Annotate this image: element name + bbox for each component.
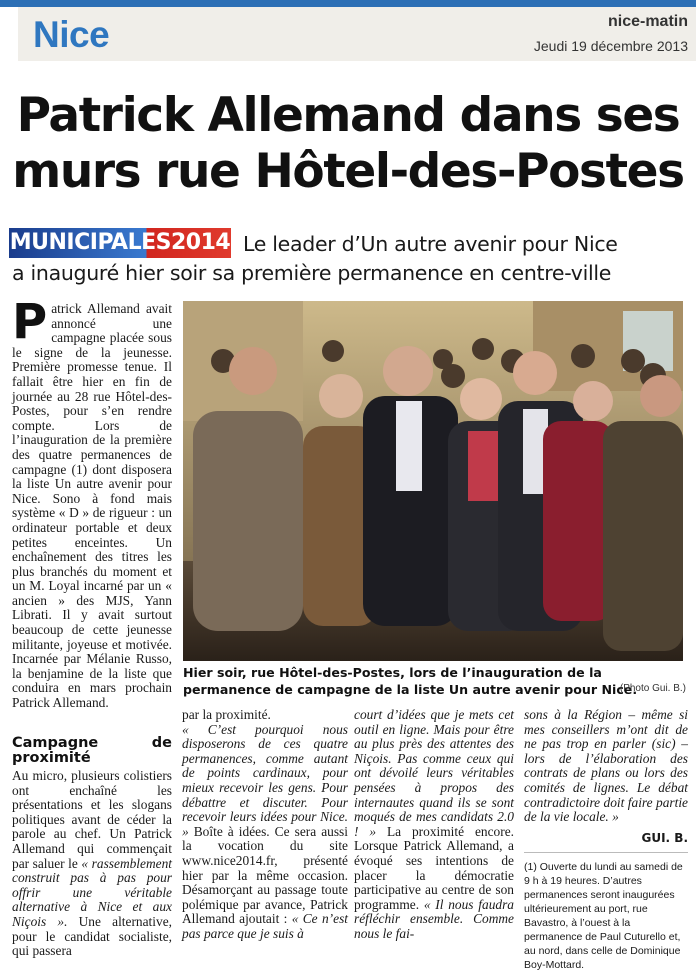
paragraph-text: Boîte à idées. Ce sera aussi la vocation du site www.nice2014.fr, présenté hier par la même occasion. Désamorçant au passage toute polémique par avance, Patrick Allemand ajoutait :	[182, 823, 348, 927]
quote-text: court d’idées que je mets cet outil en ligne. Mais pour être au plus près des attentes des Niçois. Pas comme ceux qui ont dévoilé leurs véritables pensées à propos des internautes quand ils se sont moqués de mes candidats 2.0 ! »	[354, 707, 514, 839]
quote-text: sons à la Région – même si mes conseillers m’ont dit de ne pas trop en parler (sic) – lors de l’élaboration des contrats de plans ou lors des comités de lignes. Le débat contradictoire doit faire partie de la vie locale. »	[524, 707, 688, 825]
quote-text: « C’est pourquoi nous disposerons de ces quatre permanences, comme autant de points cardinaux, pour mieux recevoir les gens. Pour débattre et discuter. Pour recevoir leurs idées pour Nice. »	[182, 721, 348, 839]
footnote-divider	[524, 852, 688, 853]
subheading: Campagne de proximité	[12, 735, 172, 766]
intro-paragraph: atrick Allemand avait annoncé une campagne placée sous le signe de la jeunesse. Première promesse tenue. Il fallait être hier en fin de journée au 28 rue Hôtel-des-Postes, pour s’en rendre compte. Lors de l’inauguration de la première des quatre permanences de campagne (1) dont disposera la liste Un autre avenir pour Nice. Sono à fond mais système « D » de rigueur : un ordinateur portable et deux petites enceintes. Un enchaînement des titres les plus branchés du moment et un M. Loyal incarné par un « ancien » des MJS, Yann Librati. Il y avait surtout beaucoup de cette jeunesse militante, joyeuse et motivée. Incarnée par Mélanie Russo, la benjamine de la liste que conduira en mars prochain Patrick Allemand.	[12, 301, 172, 711]
paragraph-text: Au micro, plusieurs colistiers ont enchaîné les présentations et les slogans politiques avant de céder la parole au chef. Un Patrick Allemand qui commençait par saluer le	[12, 768, 172, 871]
article-column-3	[354, 708, 514, 942]
headline-line-1: Patrick Allemand dans ses	[16, 88, 680, 143]
paragraph-text: par la proximité.	[182, 707, 271, 722]
top-color-bar	[0, 0, 696, 7]
article-column-1-continued	[12, 736, 172, 959]
drop-cap: P	[12, 294, 48, 350]
paragraph-text: Une alternative, pour le candidat socialiste, qui passera	[12, 913, 172, 959]
article-photo	[183, 301, 683, 661]
standfirst-line-2: a inauguré hier soir sa première permanence en centre-ville	[12, 261, 612, 285]
article-column-1	[12, 294, 172, 711]
standfirst-line-1: Le leader d’Un autre avenir pour Nice	[243, 232, 618, 256]
quote-text: « rassemblement construit pas à pas pour offrir une véritable alternative à Nice et aux Niçois ».	[12, 855, 173, 929]
footnote: (1) Ouverte du lundi au samedi de 9 h à 19 heures. D’autres permanences seront inaugurées ultérieurement au port, rue Bavastro, à l’ouest à la permanence de Paul Cuturello et, au nord, dans celle de Dominique Boy-Mottard.	[524, 861, 683, 971]
kicker-label: MUNICIPALES2014	[9, 230, 231, 255]
headline-line-2: murs rue Hôtel-des-Postes	[12, 144, 684, 199]
article-column-4	[524, 708, 688, 845]
photo-credit: (Photo Gui. B.)	[619, 683, 686, 694]
crowd-photo-illustration	[183, 301, 683, 661]
section-rubric: Nice	[33, 14, 110, 55]
author-byline: GUI. B.	[641, 830, 688, 845]
publication-date: Jeudi 19 décembre 2013	[533, 38, 688, 54]
paragraph-text: La proximité encore. Lorsque Patrick Allemand, a évoqué ses intentions de placer la démocratie participative au centre de son programme.	[354, 823, 514, 912]
quote-text: « Il nous faudra réfléchir ensemble. Comme nous le fai-	[354, 896, 514, 941]
photo-caption: Hier soir, rue Hôtel-des-Postes, lors de l’inauguration de la permanence de campagne de la liste Un autre avenir pour Nice.	[183, 665, 638, 697]
newspaper-masthead: nice-matin	[607, 13, 688, 30]
quote-text: « Ce n’est pas parce que je suis à	[182, 911, 348, 941]
article-column-2	[182, 708, 348, 942]
article-headline	[0, 88, 696, 200]
